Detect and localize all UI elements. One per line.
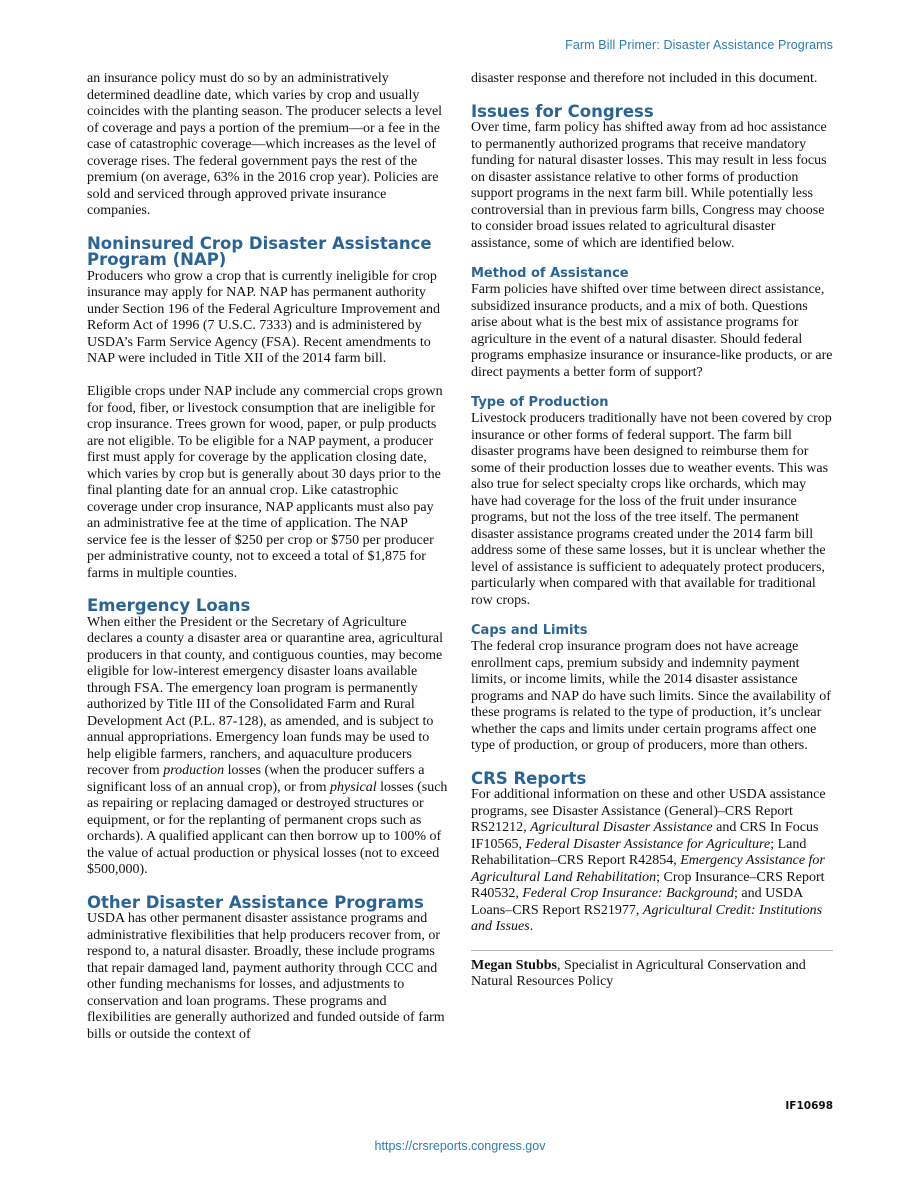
issues-paragraph: Over time, farm policy has shifted away from ad hoc assistance to permanently authorized programs that receive mandatory funding for natural disaster losses. This may result in less focus on disaster assistance relative to other forms of production support programs in the next farm bill. While potentially less controversial than in previous farm bills, Congress may choose to consider broad issues related to agricultural disaster assistance, some of which are identified below. xyxy=(471,120,827,251)
footer-url-link[interactable]: https://crsreports.congress.gov xyxy=(374,1139,546,1153)
author-title: , Specialist in Agricultural Conservation and Natural Resources Policy xyxy=(471,957,806,989)
type-heading: Type of Production xyxy=(471,395,609,410)
crs-title-5: Agricultural Credit: Institutions and Issues xyxy=(471,902,823,934)
caps-paragraph: The federal crop insurance program does not have acreage enrollment caps, premium subsidy and indemnity payment limits, or income limits, while the 2014 disaster assistance programs and NAP do have such limits. Since the availability of these programs is related to the type of production, it’s unclear whether the caps and limits under certain programs affect one type of production, or group of producers, more than others. xyxy=(471,639,831,753)
crs-text-1: For additional information on these and other USDA assistance programs, see Disaster Assistance (General)–CRS Report RS21212, xyxy=(471,787,826,835)
loans-emphasis-production: production xyxy=(163,763,225,778)
author-name: Megan Stubbs xyxy=(471,957,557,973)
loans-text-a: When either the President or the Secretary of Agriculture declares a county a disaster area or quarantine area, agricultural producers in that county, and contiguous counties, may become eligible for low-interest emergency disaster loans available through FSA. The emergency loan program is permanently authorized by Title III of the Consolidated Farm and Rural Development Act (P.L. 87-128), as amended, and is subject to annual appropriations. Emergency loan funds may be used to help eligible farmers, ranchers, and aquaculture producers recover from xyxy=(87,614,444,778)
nap-paragraph-1: Producers who grow a crop that is currently ineligible for crop insurance may apply for NAP. NAP has permanent authority under Section 196 of the Federal Agriculture Improvement and Reform Act of 1996 (7 U.S.C. 7333) and is administered by USDA’s Farm Service Agency (FSA). Recent amendments to NAP were included in Title XII of the 2014 farm bill. xyxy=(87,268,441,366)
method-heading: Method of Assistance xyxy=(471,266,629,281)
other-programs-heading: Other Disaster Assistance Programs xyxy=(87,892,424,912)
crs-text-4: ; Crop Insurance–CRS Report R40532, xyxy=(471,869,825,901)
issues-heading: Issues for Congress xyxy=(471,101,654,121)
other-programs-paragraph: USDA has other permanent disaster assistance programs and administrative flexibilities that help producers recover from, or respond to, a natural disaster. Broadly, these include programs that repair damaged land, payment authority through CCC and other funding mechanisms for losses, and adjustments to conservation and loan programs. These programs and flexibilities are generally authorized and funded outside of farm bills or outside the context of xyxy=(87,911,445,1042)
continued-paragraph: disaster response and therefore not included in this document. xyxy=(471,71,818,86)
crs-text-3: ; Land Rehabilitation–CRS Report R42854, xyxy=(471,836,807,868)
left-column xyxy=(87,71,449,1043)
nap-paragraph-2: Eligible crops under NAP include any commercial crops grown for food, fiber, or livestock consumption that are ineligible for crop insurance. Trees grown for wood, paper, or pulp products are not eligible. To be eligible for a NAP payment, a producer first must apply for coverage by the application closing date, which varies by crop but is generally about 30 days prior to the final planting date for an annual crop. Like catastrophic coverage under crop insurance, NAP applicants must also pay an administrative fee at the time of application. The NAP service fee is the lesser of $250 per crop or $750 per producer per administrative county, not to exceed a total of $1,875 for farms in multiple counties. xyxy=(87,384,443,581)
loans-emphasis-physical: physical xyxy=(330,779,377,795)
right-column xyxy=(471,71,833,991)
method-paragraph: Farm policies have shifted over time between direct assistance, subsidized insurance products, and a mix of both. Questions arise about what is the best mix of assistance programs for agriculture in the event of a natural disaster. Should federal programs emphasize insurance or insurance-like products, or are direct payments a better form of support? xyxy=(471,282,833,380)
crs-text-6: . xyxy=(529,919,534,934)
running-header: Farm Bill Primer: Disaster Assistance Programs xyxy=(565,38,833,52)
crs-text-2: and CRS In Focus IF10565, xyxy=(471,820,819,852)
crs-title-3: Emergency Assistance for Agricultural Land Rehabilitation xyxy=(471,853,825,885)
emergency-loans-heading: Emergency Loans xyxy=(87,596,251,615)
type-paragraph: Livestock producers traditionally have not been covered by crop insurance or other forms of federal support. The farm bill disaster programs have been designed to reimburse them for some of their production losses due to weather events. This was also true for select specialty crops like orchards, which may have had coverage for the loss of the fruit under insurance programs, but not the loss of the tree itself. The permanent disaster assistance programs created under the 2014 farm bill address some of these same losses, but it is unclear whether the level of assistance is sufficient to adequately protect producers, particularly when compared with that available for traditional row crops. xyxy=(471,411,832,608)
document-id: IF10698 xyxy=(785,1100,833,1112)
author-divider xyxy=(471,950,833,951)
crs-text-5: ; and USDA Loans–CRS Report RS21977, xyxy=(471,886,803,918)
crs-title-1: Agricultural Disaster Assistance xyxy=(530,820,713,835)
crs-title-2: Federal Disaster Assistance for Agriculture xyxy=(525,836,771,852)
crs-reports-paragraph xyxy=(471,787,833,936)
nap-heading: Noninsured Crop Disaster Assistance Program (NAP) xyxy=(87,233,432,269)
loans-text-c: losses (such as repairing or replacing damaged or destroyed structures or equipment, or for the replanting of permanent crops such as orchards). A qualified applicant can then borrow up to 100% of the value of actual production or physical losses (not to exceed $500,000). xyxy=(87,779,448,877)
caps-heading: Caps and Limits xyxy=(471,623,588,638)
crs-reports-heading: CRS Reports xyxy=(471,768,587,788)
intro-paragraph: an insurance policy must do so by an administratively determined deadline date, which varies by crop and usually coincides with the planting season. The producer selects a level of coverage and pays a portion of the premium—or a fee in the case of catastrophic coverage—which increases as the level of coverage rises. The federal government pays the rest of the premium (on average, 63% in the 2016 crop year). Policies are sold and serviced through approved private insurance companies. xyxy=(87,71,443,218)
emergency-loans-paragraph xyxy=(87,615,449,879)
crs-title-4: Federal Crop Insurance: Background xyxy=(522,886,734,901)
author-line xyxy=(471,958,833,991)
loans-text-b: losses (when the producer suffers a significant loss of an annual crop), or from xyxy=(87,763,425,795)
